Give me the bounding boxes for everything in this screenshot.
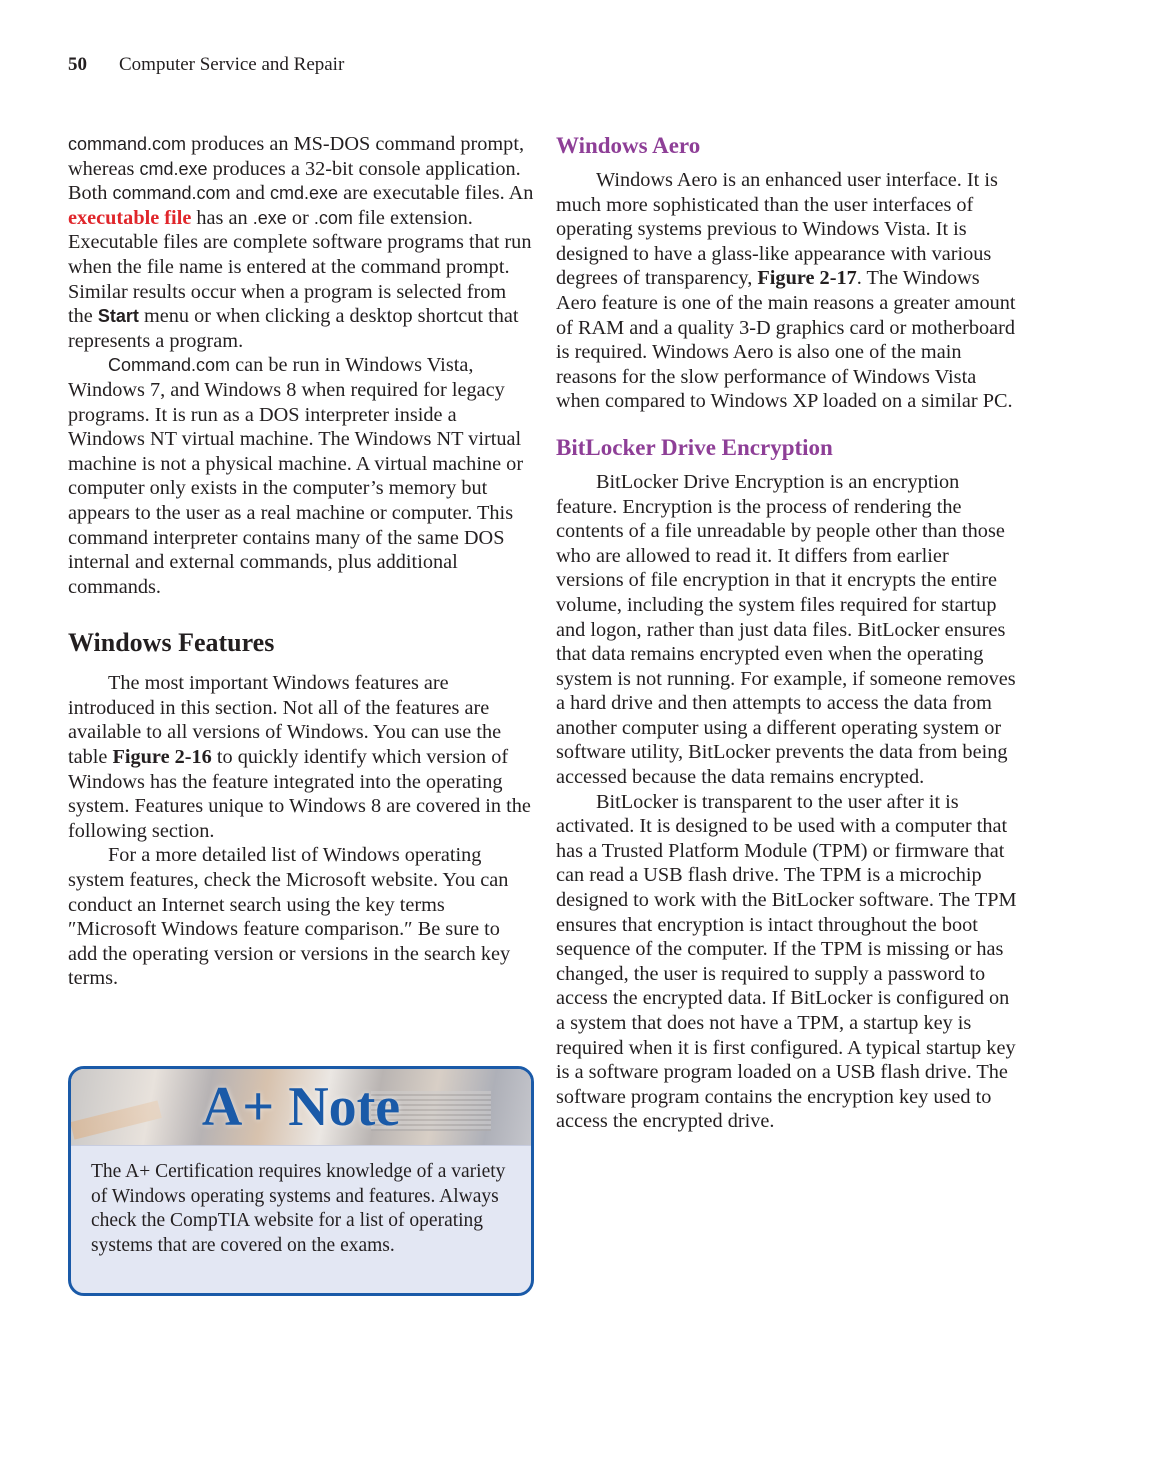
- note-body: [71, 1146, 531, 1259]
- filename: command.com: [68, 134, 187, 154]
- filename: cmd.exe: [139, 158, 208, 179]
- file-extension: .exe: [252, 207, 287, 228]
- paragraph-virtual-machine: Command.com can be run in Windows Vista, Windows 7, and Windows 8 when required for legacy programs. It is run as a DOS interpreter inside a Windows NT virtual machine. The Windows NT virtual machine is not a physical machine. A virtual machine or computer only exists in the computer’s memory but appears to the user as a real machine or computer. This command interpreter contains many of the same DOS internal and external commands, plus additional commands.: [68, 354, 524, 598]
- running-head: [68, 54, 344, 76]
- book-title: Computer Service and Repair: [119, 54, 345, 75]
- paragraph-bitlocker-intro: BitLocker Drive Encryption is an encryption feature. Encryption is the process of rendering the contents of a file unreadable by people other than those who are allowed to read it. It differs from earlier versions of file encryption in that it encrypts the entire volume, including the system files required for startup and logon, rather than just data files. BitLocker ensures that data remains encrypted even when the operating system is not running. For example, if someone removes a hard drive and then attempts to access the data from another computer using a different operating system or software utility, BitLocker prevents the data from being accessed because the data remains encrypted.: [556, 470, 1016, 789]
- left-column: [68, 132, 534, 991]
- key-term: executable file: [68, 206, 192, 229]
- subheading-bitlocker: BitLocker Drive Encryption: [556, 434, 833, 460]
- note-text: The A+ Certification requires knowledge of a variety of Windows operating systems and features. Always check the CompTIA website for a list of operating systems that are covered on the exams.: [91, 1161, 506, 1257]
- note-title: A+ Note: [201, 1076, 401, 1138]
- filename: command.com: [112, 183, 231, 204]
- paragraph-windows-aero: Windows Aero is an enhanced user interface. It is much more sophisticated than the user interfaces of operating systems previous to Windows Vista. It is designed to have a glass-like appearance with various degrees of transparency, Figure 2-17. The Windows Aero feature is one of the main reasons a greater amount of RAM and a quality 3-D graphics card or motherboard is required. Windows Aero is also one of the main reasons for the slow performance of Windows Vista when compared to Windows XP loaded on a similar PC.: [556, 169, 1016, 413]
- a-plus-note-box: [68, 1066, 534, 1296]
- filename: cmd.exe: [270, 183, 339, 204]
- filename: Command.com: [108, 355, 231, 376]
- note-header-image: [71, 1069, 531, 1146]
- right-column: [556, 132, 1021, 1134]
- section-heading: Windows Features: [68, 628, 275, 658]
- paragraph-feature-comparison: For a more detailed list of Windows operating system features, check the Microsoft website. You can conduct an Internet search using the key terms ″Microsoft Windows feature comparison.″ Be sure to add the operating version or versions in the search key terms.: [68, 844, 511, 990]
- ui-term-start: Start: [97, 306, 139, 327]
- figure-reference: Figure 2-17: [757, 267, 857, 290]
- file-extension: .com: [313, 207, 353, 228]
- subheading-windows-aero: Windows Aero: [556, 133, 701, 158]
- paragraph-bitlocker-tpm: BitLocker is transparent to the user after it is activated. It is designed to be used with a computer that has a Trusted Platform Module (TPM) or firmware that can read a USB flash drive. The TPM is a microchip designed to work with the BitLocker software. The TPM ensures that encryption is intact throughout the boot sequence of the computer. If the TPM is missing or has changed, the user is required to supply a password to access the encrypted data. If BitLocker is configured on a system that does not have a TPM, a startup key is required when it is first configured. A typical startup key is a software program loaded on a USB flash drive. The software program contains the encryption key used to access the encrypted drive.: [556, 790, 1017, 1133]
- figure-reference: Figure 2-16: [112, 746, 212, 769]
- paragraph-features-intro: The most important Windows features are introduced in this section. Not all of the features are available to all versions of Windows. You can use the table Figure 2-16 to quickly identify which version of Windows has the feature integrated into the operating system. Features unique to Windows 8 are covered in the following section.: [68, 672, 531, 842]
- paragraph-command-com: command.com produces an MS-DOS command prompt, whereas cmd.exe produces a 32-bit console application. Both command.com and cmd.exe are executable files. An executable file has an .exe or .com file extension. Executable files are complete software programs that run when the file name is entered at the command prompt. Similar results occur when a program is selected from the Start menu or when clicking a desktop shortcut that represents a program.: [68, 133, 534, 352]
- page-number: 50: [68, 54, 87, 75]
